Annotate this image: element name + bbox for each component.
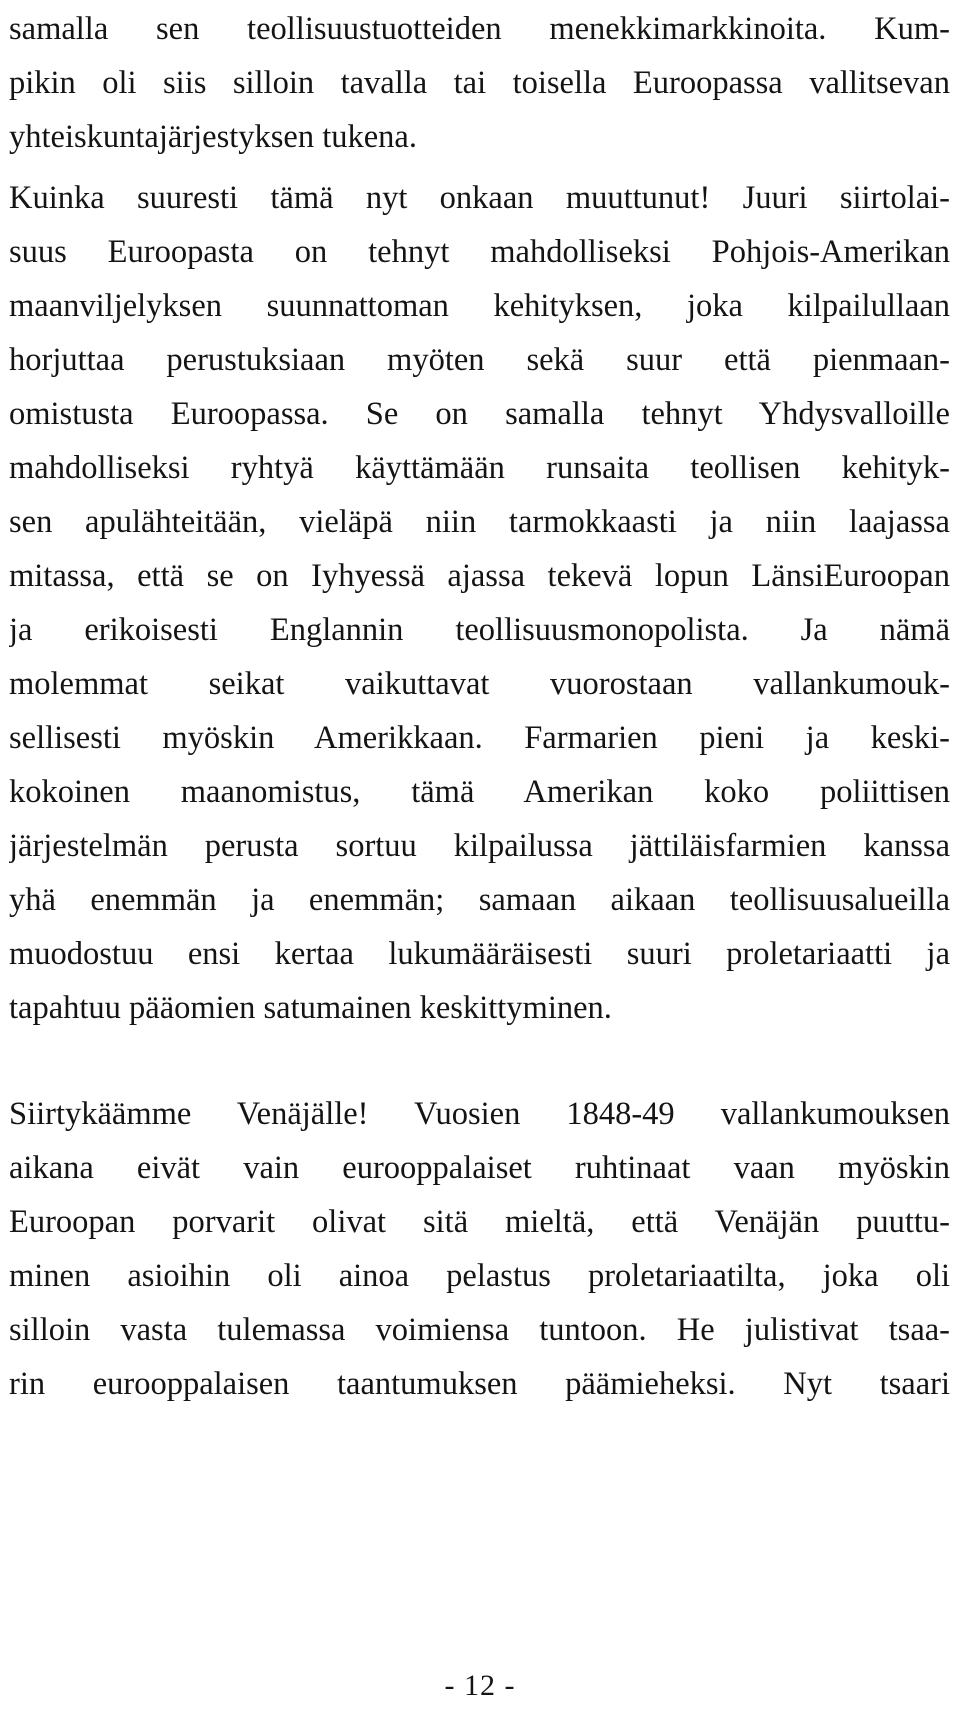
text-line: rin eurooppalaisen taantumuksen päämieheksi. Nyt tsaari	[9, 1366, 950, 1402]
page-number: - 12 -	[444, 1669, 516, 1702]
text-line: horjuttaa perustuksiaan myöten sekä suur että pienmaan-	[9, 342, 950, 378]
text-line: Euroopan porvarit olivat sitä mieltä, että Venäjän puuttu-	[9, 1204, 950, 1240]
text-line: samalla sen teollisuustuotteiden menekkimarkkinoita. Kum-	[9, 11, 950, 47]
text-line: Siirtykäämme Venäjälle! Vuosien 1848-49 vallankumouksen	[9, 1096, 950, 1132]
text-line: järjestelmän perusta sortuu kilpailussa jättiläisfarmien kanssa	[9, 828, 950, 864]
text-line: minen asioihin oli ainoa pelastus proletariaatilta, joka oli	[9, 1258, 950, 1294]
text-line: sen apulähteitään, vieläpä niin tarmokkaasti ja niin laajassa	[9, 504, 950, 540]
text-line: silloin vasta tulemassa voimiensa tuntoon. He julistivat tsaa-	[9, 1312, 950, 1348]
text-line: ja erikoisesti Englannin teollisuusmonopolista. Ja nämä	[9, 612, 950, 648]
text-line: Kuinka suuresti tämä nyt onkaan muuttunut! Juuri siirtolai-	[9, 180, 950, 216]
text-line: suus Euroopasta on tehnyt mahdolliseksi Pohjois-Amerikan	[9, 234, 950, 270]
text-line: omistusta Euroopassa. Se on samalla tehnyt Yhdysvalloille	[9, 396, 950, 432]
text-line: molemmat seikat vaikuttavat vuorostaan vallankumouk-	[9, 666, 950, 702]
text-line: yhä enemmän ja enemmän; samaan aikaan teollisuusalueilla	[9, 882, 950, 918]
text-line: maanviljelyksen suunnattoman kehityksen, joka kilpailullaan	[9, 288, 950, 324]
text-line: pikin oli siis silloin tavalla tai toisella Euroopassa vallitsevan	[9, 65, 950, 101]
text-line: sellisesti myöskin Amerikkaan. Farmarien pieni ja keski-	[9, 720, 950, 756]
text-line: tapahtuu pääomien satumainen keskittyminen.	[9, 990, 612, 1026]
text-line: mitassa, että se on Iyhyessä ajassa tekevä lopun LänsiEuroopan	[9, 558, 950, 594]
text-line: muodostuu ensi kertaa lukumääräisesti suuri proletariaatti ja	[9, 936, 950, 972]
text-line: yhteiskuntajärjestyksen tukena.	[9, 119, 417, 155]
text-line: mahdolliseksi ryhtyä käyttämään runsaita teollisen kehityk-	[9, 450, 950, 486]
text-line: kokoinen maanomistus, tämä Amerikan koko poliittisen	[9, 774, 950, 810]
text-line: aikana eivät vain eurooppalaiset ruhtinaat vaan myöskin	[9, 1150, 950, 1186]
